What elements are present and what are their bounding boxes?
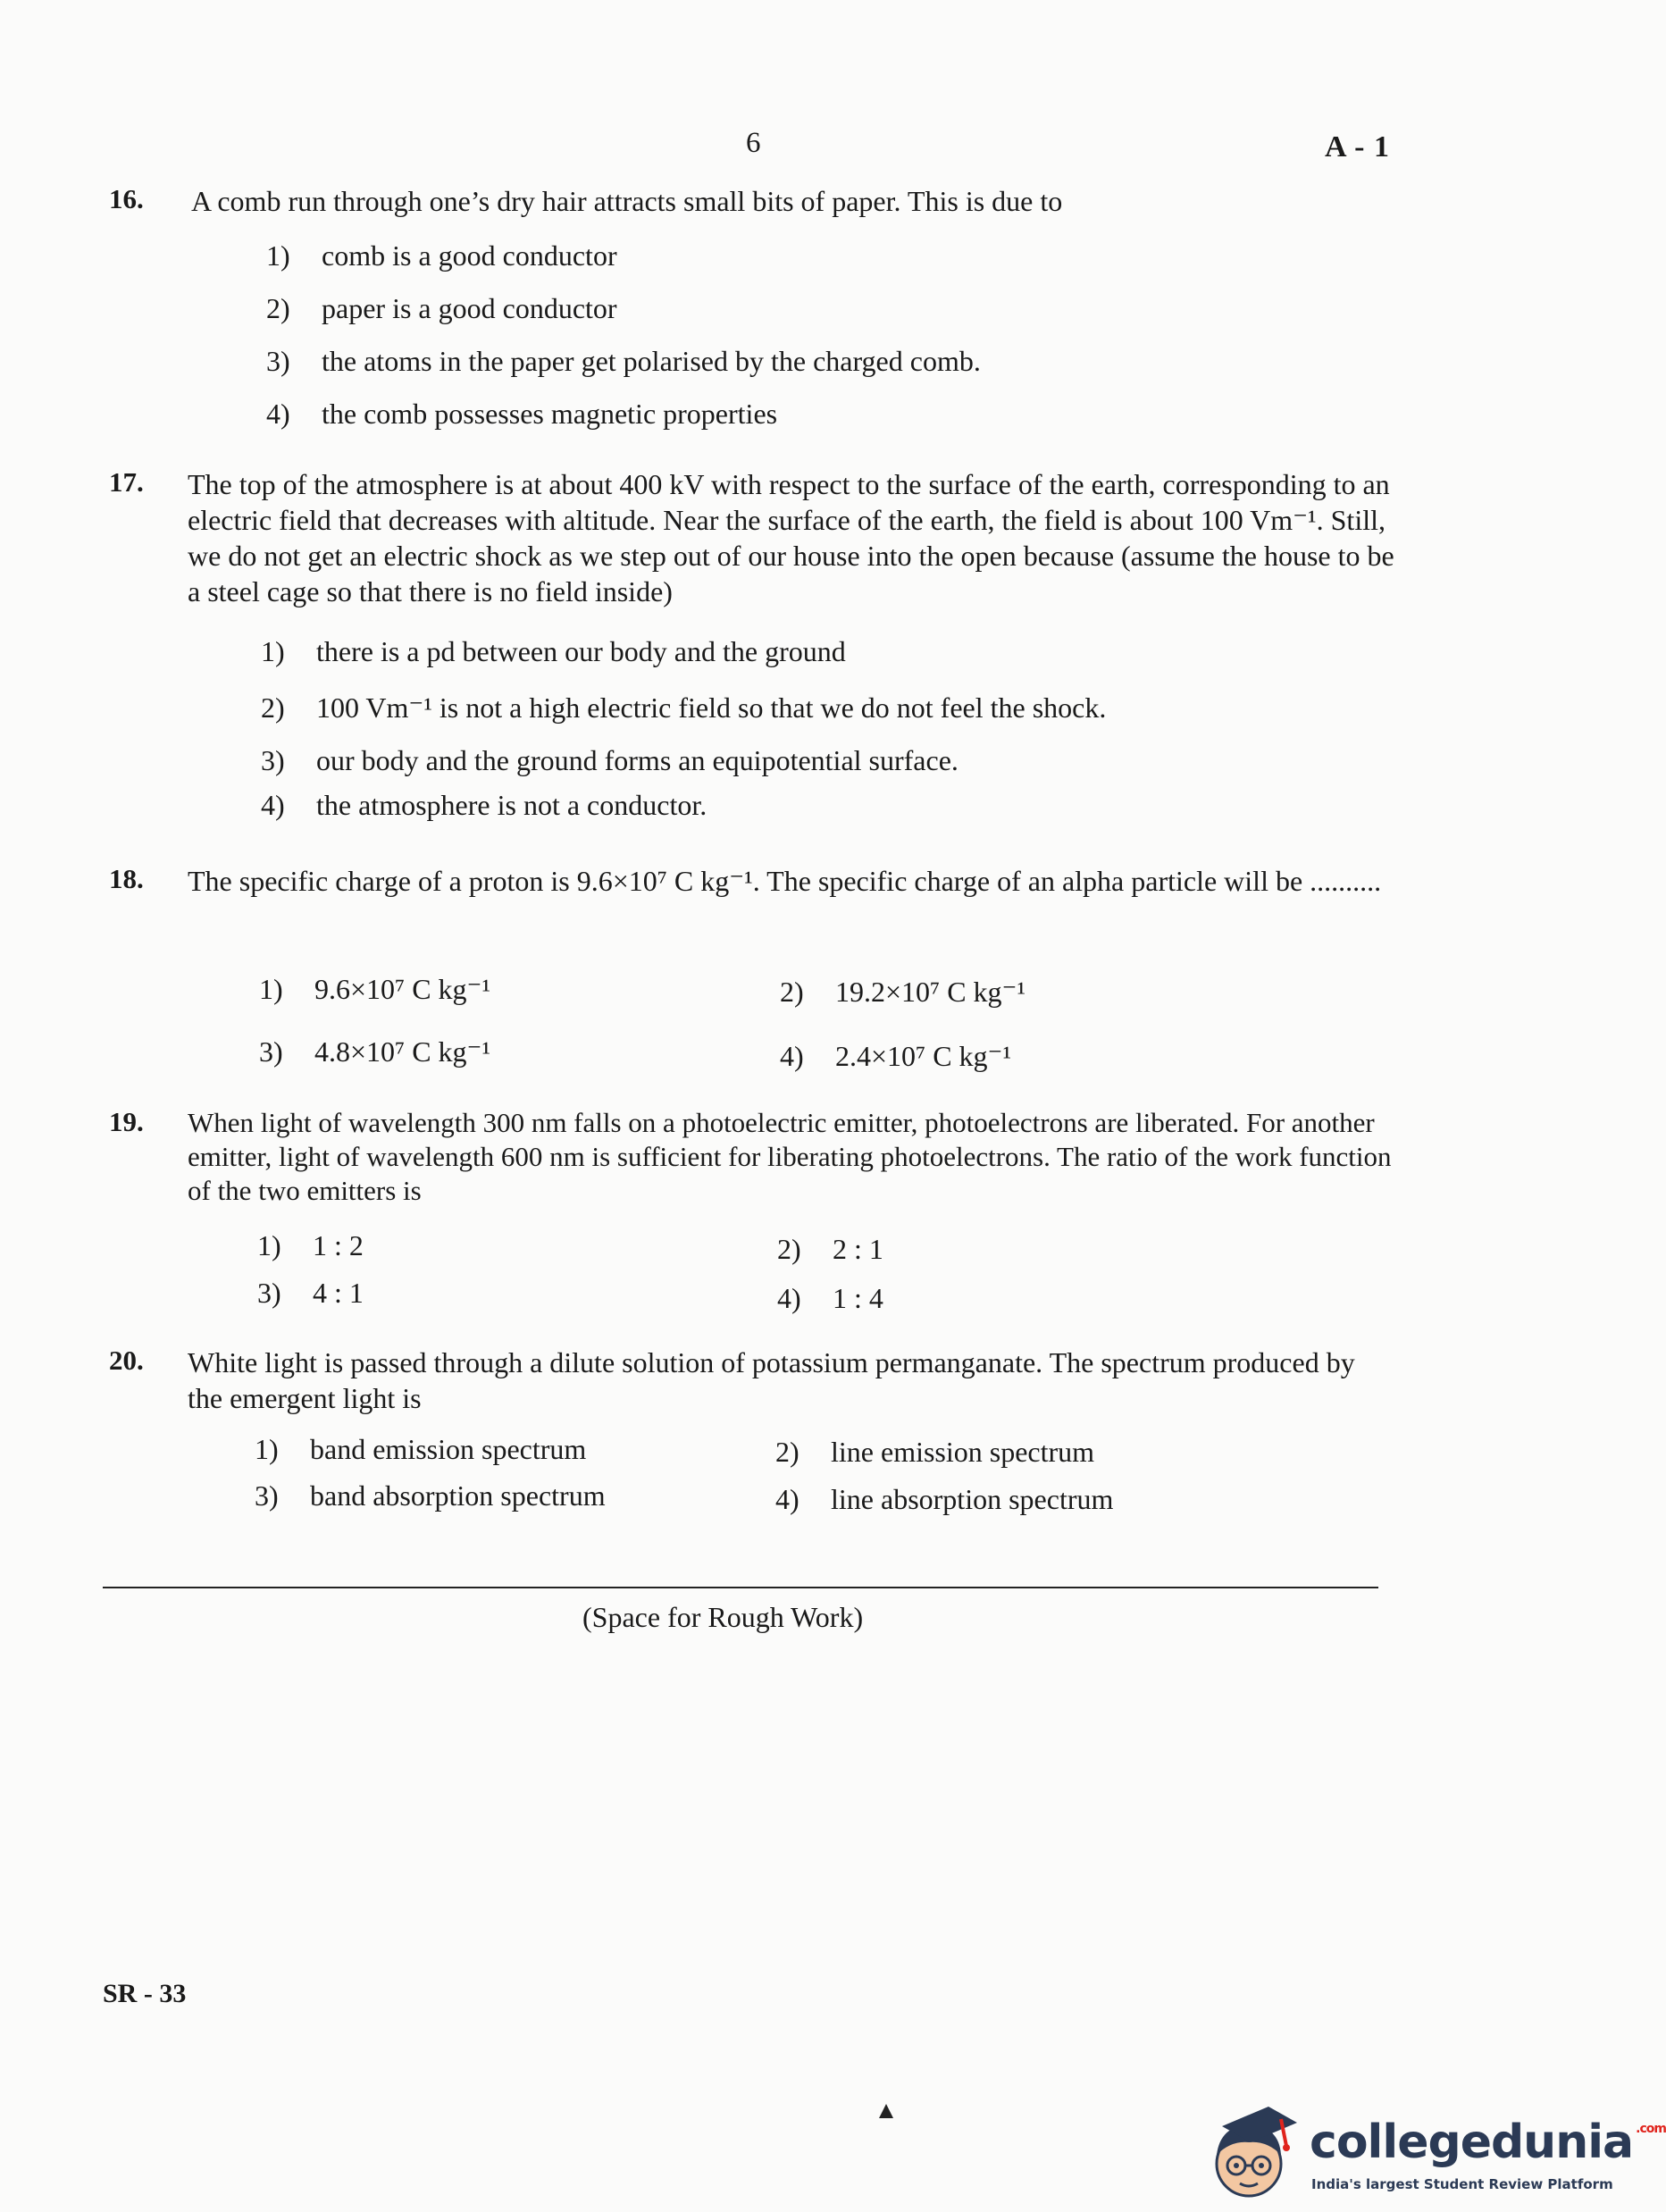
option-text: 2 : 1 [833, 1233, 883, 1265]
option-number: 4) [777, 1282, 801, 1314]
option-text: 1 : 2 [313, 1229, 364, 1261]
option-number: 1) [259, 973, 283, 1005]
option [255, 1479, 606, 1512]
option [261, 789, 707, 822]
option-number: 4) [261, 789, 285, 821]
option-number: 3) [261, 744, 285, 776]
option-number: 1) [255, 1433, 279, 1465]
question-19 [109, 1106, 1395, 1208]
question-text: The top of the atmosphere is at about 400 kV with respect to the surface of the earth, corresponding to an electric field that decreases with altitude. Near the surface of the earth, the field is about 100 Vm⁻¹. Still, we do not get an electric shock as we step out of our house into the open because (assume the house to be a steel cage so that there is no field inside) [188, 468, 1394, 607]
series-code: SR - 33 [103, 1979, 187, 2008]
collegedunia-watermark [1204, 2099, 1666, 2212]
brand-name [1310, 2116, 1666, 2169]
option-text: our body and the ground forms an equipotential surface. [316, 744, 959, 776]
question-number: 16. [109, 183, 144, 214]
option-number: 2) [266, 292, 290, 324]
question-text: The specific charge of a proton is 9.6×10⁷ C kg⁻¹. The specific charge of an alpha particle will be .......... [188, 865, 1382, 897]
question-18 [109, 863, 1395, 899]
option-number: 2) [775, 1436, 800, 1468]
option-text: paper is a good conductor [322, 292, 617, 324]
option-text: 2.4×10⁷ C kg⁻¹ [835, 1040, 1012, 1072]
option [266, 292, 617, 325]
option-number: 3) [257, 1277, 281, 1309]
divider-line [103, 1587, 1378, 1588]
option [266, 239, 617, 272]
option-text: the atmosphere is not a conductor. [316, 789, 707, 821]
option-text: 100 Vm⁻¹ is not a high electric field so that we do not feel the shock. [316, 691, 1107, 724]
brand-name-text: collegedunia [1310, 2116, 1634, 2169]
option-text: the atoms in the paper get polarised by the charged comb. [322, 345, 981, 377]
page-number: 6 [746, 127, 761, 159]
option [255, 1433, 586, 1466]
option-number: 4) [266, 398, 290, 430]
option [777, 1233, 883, 1266]
option-number: 2) [261, 691, 285, 724]
question-number: 17. [109, 466, 144, 498]
mascot-logo-icon [1204, 2099, 1302, 2207]
question-number: 18. [109, 863, 144, 894]
triangle-mark-icon [879, 2104, 893, 2118]
option [266, 398, 777, 431]
option-text: 4.8×10⁷ C kg⁻¹ [314, 1035, 491, 1068]
option-text: line emission spectrum [831, 1436, 1095, 1468]
option [780, 975, 1026, 1009]
option-text: the comb possesses magnetic properties [322, 398, 778, 430]
option-number: 4) [775, 1483, 800, 1515]
option-text: line absorption spectrum [831, 1483, 1114, 1515]
question-16 [109, 183, 1395, 219]
option-text: comb is a good conductor [322, 239, 617, 272]
question-text: A comb run through one’s dry hair attracts small bits of paper. This is due to [191, 185, 1063, 217]
option-text: 19.2×10⁷ C kg⁻¹ [835, 976, 1026, 1008]
option [775, 1436, 1094, 1469]
option [775, 1483, 1113, 1516]
question-number: 19. [109, 1106, 144, 1137]
option [261, 691, 1106, 725]
option-text: 1 : 4 [833, 1282, 883, 1314]
option [777, 1282, 883, 1315]
option [266, 345, 981, 378]
option [259, 972, 490, 1006]
question-text: When light of wavelength 300 nm falls on a photoelectric emitter, photoelectrons are liberated. For another emitter, light of wavelength 600 nm is sufficient for liberating photoelectrons. The ratio of the work function of the two emitters is [188, 1107, 1392, 1206]
option-text: 9.6×10⁷ C kg⁻¹ [314, 973, 491, 1005]
option-number: 4) [780, 1040, 804, 1072]
option-number: 1) [257, 1229, 281, 1261]
question-17 [109, 466, 1395, 609]
paper-code: A - 1 [1325, 130, 1390, 163]
option-number: 1) [261, 635, 285, 667]
question-number: 20. [109, 1345, 144, 1376]
option-number: 2) [780, 976, 804, 1008]
option-text: band emission spectrum [310, 1433, 587, 1465]
rough-work-label: (Space for Rough Work) [582, 1601, 864, 1633]
brand-com: .com [1636, 2122, 1666, 2136]
option-text: 4 : 1 [313, 1277, 364, 1309]
question-text: White light is passed through a dilute solution of potassium permanganate. The spectrum produced by the emergent light is [188, 1346, 1355, 1414]
option-number: 1) [266, 239, 290, 272]
brand-tagline: India's largest Student Review Platform [1311, 2176, 1613, 2192]
option-number: 2) [777, 1233, 801, 1265]
option [257, 1229, 364, 1262]
option-number: 3) [266, 345, 290, 377]
option-number: 3) [259, 1035, 283, 1068]
option-text: band absorption spectrum [310, 1479, 606, 1512]
option [259, 1035, 490, 1068]
option [261, 744, 959, 777]
option-number: 3) [255, 1479, 279, 1512]
option [780, 1039, 1011, 1073]
option-text: there is a pd between our body and the ground [316, 635, 846, 667]
option [257, 1277, 364, 1310]
question-20 [109, 1345, 1395, 1416]
option [261, 635, 846, 668]
